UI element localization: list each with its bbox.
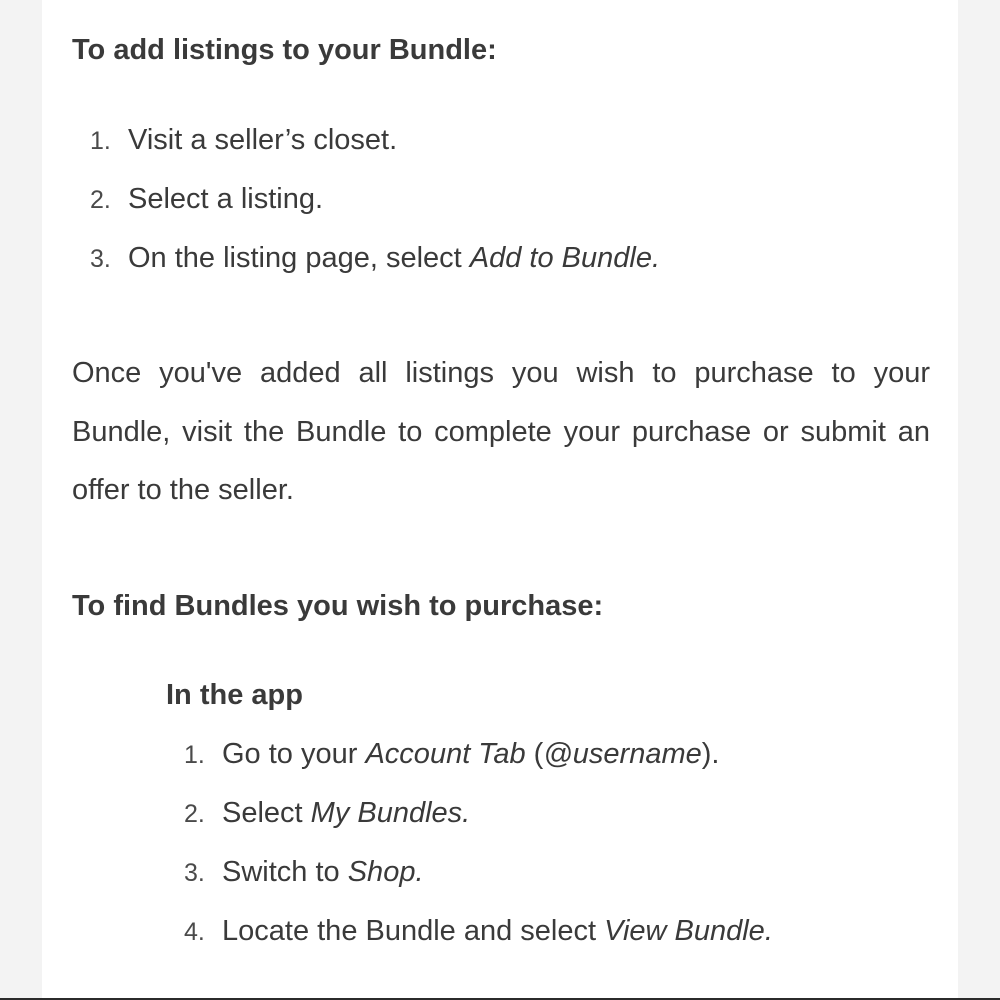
in-the-app-subheading: In the app	[166, 679, 303, 711]
list-item	[184, 856, 773, 915]
step-number: 2.	[90, 186, 111, 214]
step-text	[222, 915, 773, 948]
bundle-instructions-paragraph: Once you've added all listings you wish to purchase to your Bundle, visit the Bundle to complete your purchase or submit an offer to the seller.	[72, 357, 930, 506]
step-text	[128, 242, 660, 275]
list-item	[184, 915, 773, 974]
add-listings-heading: To add listings to your Bundle:	[72, 34, 497, 66]
list-item	[90, 124, 660, 183]
list-item	[90, 242, 660, 301]
step-text-after: (@username).	[525, 738, 720, 770]
step-text-italic: My Bundles.	[310, 797, 471, 829]
step-text	[222, 856, 424, 889]
step-text-plain: Go to your	[222, 738, 366, 770]
step-text-plain: Select	[222, 797, 311, 829]
list-item	[184, 738, 773, 797]
step-number: 4.	[184, 918, 205, 946]
help-article	[42, 0, 958, 998]
step-text: Visit a seller’s closet.	[128, 124, 398, 156]
step-text-plain: Switch to	[222, 856, 348, 888]
step-number: 1.	[184, 741, 205, 769]
add-listings-steps	[90, 124, 660, 301]
list-item	[184, 797, 773, 856]
step-text	[222, 738, 719, 771]
step-number: 1.	[90, 127, 111, 155]
step-text-italic: View Bundle.	[604, 915, 773, 947]
username-italic: @username	[543, 738, 702, 770]
step-number: 3.	[184, 859, 205, 887]
step-text: Select a listing.	[128, 183, 324, 215]
step-number: 3.	[90, 245, 111, 273]
find-bundles-heading: To find Bundles you wish to purchase:	[72, 590, 604, 622]
find-bundles-steps	[184, 738, 773, 974]
list-item	[90, 183, 660, 242]
step-text-italic: Add to Bundle.	[469, 242, 661, 274]
step-number: 2.	[184, 800, 205, 828]
step-text-plain: On the listing page, select	[128, 242, 470, 274]
step-text-italic: Shop.	[347, 856, 424, 888]
step-text-plain: Locate the Bundle and select	[222, 915, 605, 947]
step-text	[222, 797, 470, 830]
step-text-italic: Account Tab	[365, 738, 526, 770]
